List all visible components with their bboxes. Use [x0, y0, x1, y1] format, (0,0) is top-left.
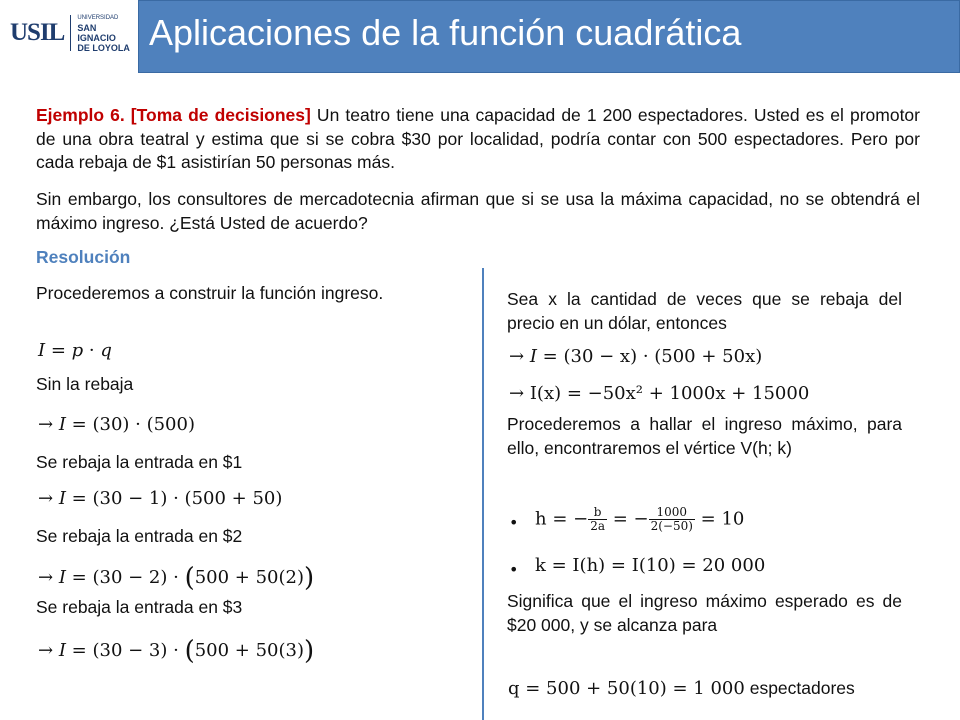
equation-2: → I(x) = −50x² + 1000x + 15000 — [509, 383, 810, 404]
example-label: Ejemplo 6. [Toma de decisiones] — [36, 105, 311, 125]
formula-equals: = — [45, 340, 72, 361]
title-bar — [138, 0, 960, 73]
income-formula — [38, 340, 112, 361]
column-divider — [482, 268, 484, 720]
equation-2-expression: I(x) = −50x² + 1000x + 15000 — [529, 383, 810, 404]
formula-var-q: q — [100, 340, 112, 361]
conclusion-paragraph: Significa que el ingreso máximo esperado es de $20 000, y se alcanza para — [507, 591, 902, 635]
case-1-math: → I = (30 − 1) · (500 + 50) — [38, 488, 283, 509]
logo-line-2: SAN IGNACIO — [77, 23, 116, 43]
h-fraction-2-num: 1000 — [649, 506, 695, 520]
problem-text-1: Un teatro tiene una capacidad de 1 200 espectadores. Usted es el promotor de una obra teatral y estima que si se cobra $30 por localidad, podría contar con 500 espectadores. Pero por cada rebaja de $1 asistirían 50 personas más. — [36, 105, 920, 172]
logo-line-3: DE LOYOLA — [77, 43, 130, 53]
case-0-label: Sin la rebaja — [36, 374, 134, 394]
slide-title: Aplicaciones de la función cuadrática — [149, 12, 742, 53]
logo-mark: USIL — [10, 19, 65, 46]
h-result: = 10 — [694, 508, 745, 530]
logo-line-1: UNIVERSIDAD — [77, 15, 119, 21]
case-2-label: Se rebaja la entrada en $2 — [36, 526, 243, 546]
equation-1-expression: (30 − x) · (500 + 50x) — [563, 346, 763, 367]
case-2-expression-a: (30 − 2) · — [92, 567, 185, 588]
case-3-expression-a: (30 − 3) · — [92, 640, 185, 661]
h-fraction-1-den: 2a — [590, 519, 605, 533]
q-tail: espectadores — [744, 678, 855, 698]
formula-dot: · — [83, 340, 101, 361]
h-mid: = − — [607, 508, 649, 530]
h-fraction-1 — [588, 506, 607, 533]
logo-text — [77, 13, 136, 53]
right-intro: Sea x la cantidad de veces que se rebaja del precio en un dólar, entonces — [507, 289, 902, 333]
case-0-math: → I = (30) · (500) — [38, 414, 195, 435]
case-3-math: → I = (30 − 3) · (500 + 50(3)) — [38, 636, 315, 666]
q-expression: q = 500 + 50(10) = 1 000 — [508, 678, 745, 699]
bullet-h: • — [509, 513, 519, 532]
case-1-expression: (30 − 1) · (500 + 50) — [92, 488, 283, 509]
problem-paragraph-2: Sin embargo, los consultores de mercadotecnia afirman que si se usa la máxima capacidad, no se obtendrá el máximo ingreso. ¿Está Usted de acuerdo? — [36, 189, 920, 233]
vertex-paragraph: Procederemos a hallar el ingreso máximo, para ello, encontraremos el vértice V(h; k) — [507, 414, 902, 458]
equation-1: → I = (30 − x) · (500 + 50x) — [509, 346, 763, 367]
h-fraction-2 — [649, 506, 695, 533]
case-3-label: Se rebaja la entrada en $3 — [36, 597, 243, 617]
h-fraction-1-num: b — [588, 506, 607, 520]
case-1-label: Se rebaja la entrada en $1 — [36, 452, 243, 472]
case-2-math: → I = (30 − 2) · (500 + 50(2)) — [38, 563, 315, 593]
formula-var-i: I — [38, 340, 46, 361]
h-equation — [535, 506, 744, 533]
resolution-heading: Resolución — [36, 247, 131, 267]
h-fraction-2-den: 2(−50) — [650, 519, 693, 533]
bullet-k: • — [509, 560, 519, 579]
k-equation: k = I(h) = I(10) = 20 000 — [535, 555, 766, 576]
case-0-expression: (30) · (500) — [92, 414, 195, 435]
left-intro: Procederemos a construir la función ingreso. — [36, 283, 384, 303]
h-lhs: h = − — [535, 508, 589, 530]
logo-separator — [70, 15, 71, 51]
q-equation — [508, 678, 855, 699]
case-2-expression-b: 500 + 50(2) — [194, 567, 305, 588]
case-3-expression-b: 500 + 50(3) — [194, 640, 305, 661]
problem-paragraph — [36, 104, 920, 175]
formula-var-p: p — [71, 340, 84, 361]
university-logo — [4, 4, 136, 62]
